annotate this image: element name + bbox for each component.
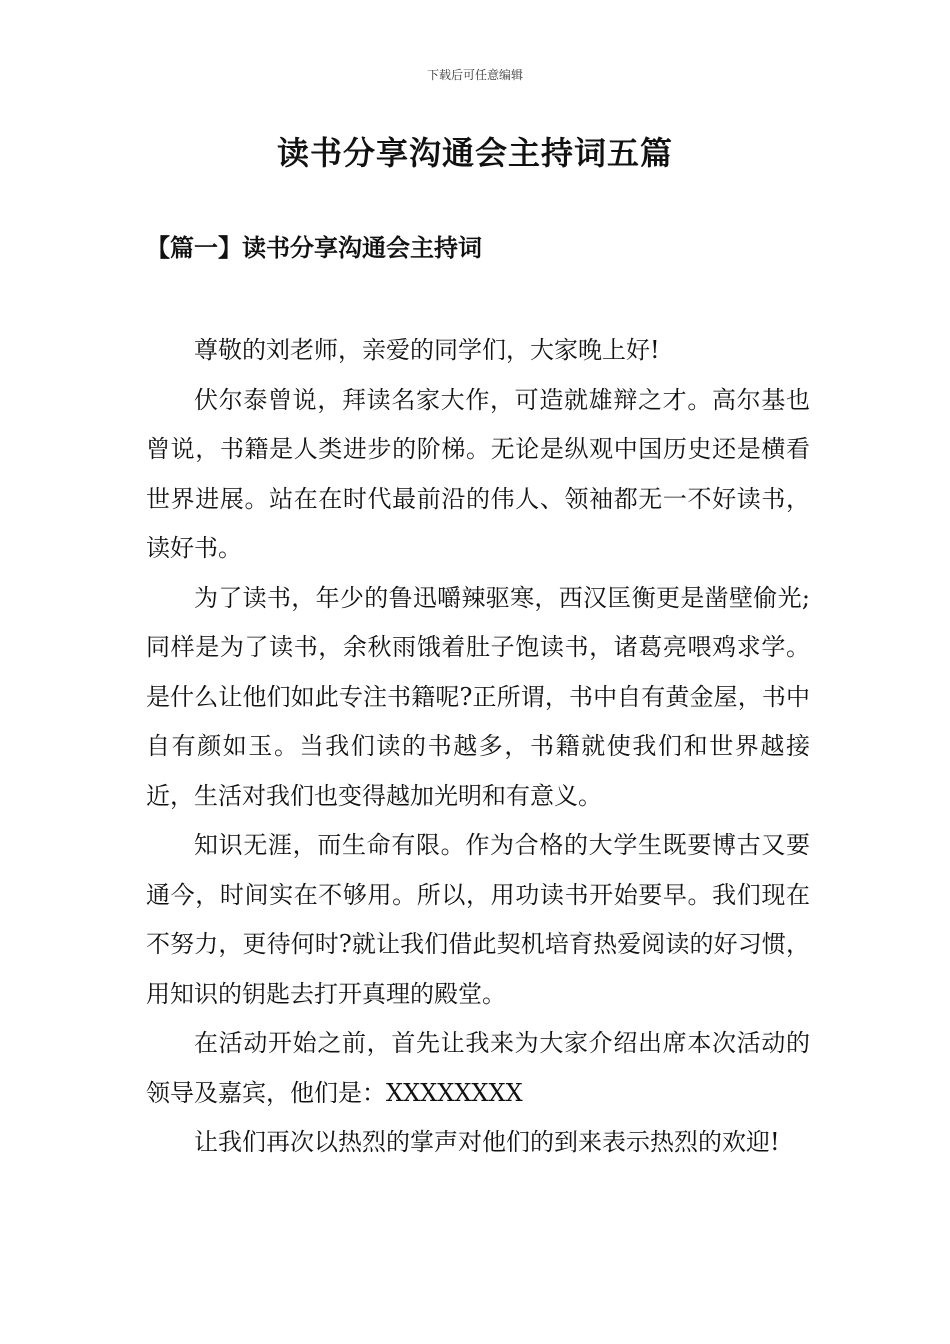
document-title: 读书分享沟通会主持词五篇 [276,134,673,172]
paragraph: 在活动开始之前，首先让我来为大家介绍出席本次活动的领导及嘉宾，他们是：XXXXXXXX [146,1029,810,1107]
header-note: 下载后可任意编辑 [426,68,523,82]
paragraph: 为了读书，年少的鲁迅嚼辣驱寒，西汉匡衡更是凿壁偷光;同样是为了读书，余秋雨饿着肚子饱读书，诸葛亮喂鸡求学。是什么让他们如此专注书籍呢?正所谓，书中自有黄金屋，书中自有颜如玉。当我们读的书越多，书籍就使我们和世界越接近，生活对我们也变得越加光明和有意义。 [146,583,810,810]
paragraph: 尊敬的刘老师，亲爱的同学们，大家晚上好! [194,336,660,364]
section-heading: 【篇一】读书分享沟通会主持词 [146,233,482,262]
paragraph: 知识无涯，而生命有限。作为合格的大学生既要博古又要通今，时间实在不够用。所以，用功读书开始要早。我们现在不努力，更待何时?就让我们借此契机培育热爱阅读的好习惯，用知识的钥匙去打开真理的殿堂。 [146,831,810,1008]
paragraph: 让我们再次以热烈的掌声对他们的到来表示热烈的欢迎! [194,1128,780,1156]
body-text [146,326,810,1168]
paragraph: 伏尔泰曾说，拜读名家大作，可造就雄辩之才。高尔基也曾说，书籍是人类进步的阶梯。无论是纵观中国历史还是横看世界进展。站在在时代最前沿的伟人、领袖都无一不好读书，读好书。 [146,385,810,562]
